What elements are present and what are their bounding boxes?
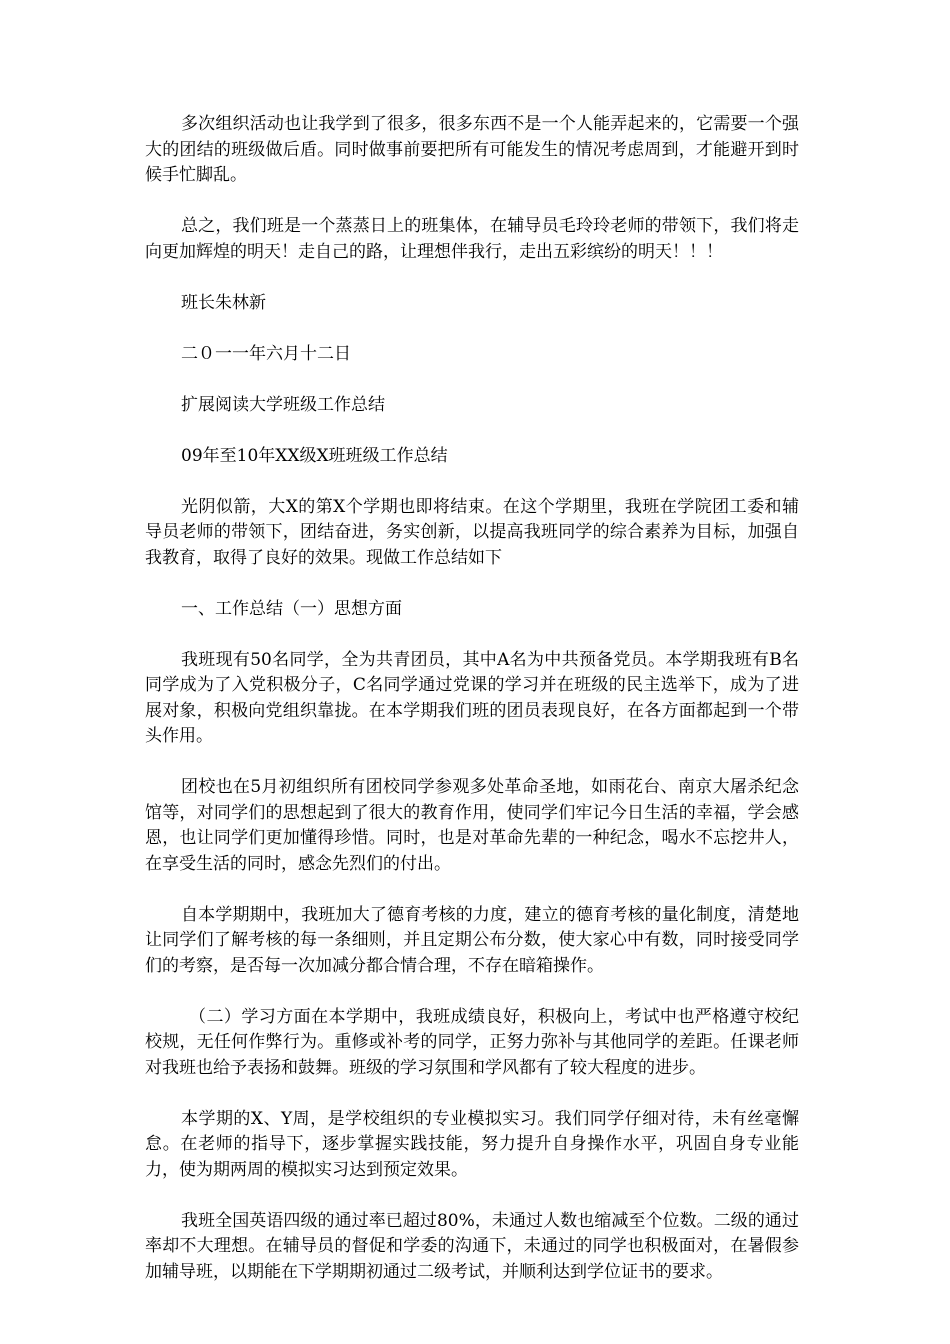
paragraph-intro: 光阴似箭，大X的第X个学期也即将结束。在这个学期里，我班在学院团工委和辅导员老师的带领下，团结奋进，务实创新，以提高我班同学的综合素养为目标，加强自我教育，取得了良好的效果。现做工作总结如下 xyxy=(145,496,799,568)
signature-monitor: 班长朱林新 xyxy=(181,292,266,313)
paragraph-moral-assessment: 自本学期期中，我班加大了德育考核的力度，建立的德育考核的量化制度，清楚地让同学们了解考核的每一条细则，并且定期公布分数，使大家心中有数，同时接受同学们的考察，是否每一次加减分都合情合理，不存在暗箱操作。 xyxy=(145,904,799,976)
paragraph-activities-reflection: 多次组织活动也让我学到了很多，很多东西不是一个人能弄起来的，它需要一个强大的团结的班级做后盾。同时做事前要把所有可能发生的情况考虑周到，才能避开到时候手忙脚乱。 xyxy=(145,114,799,185)
document-body xyxy=(145,112,799,1311)
paragraph-conclusion: 总之，我们班是一个蒸蒸日上的班集体，在辅导员毛玲玲老师的带领下，我们将走向更加辉煌的明天！走自己的路，让理想伴我行，走出五彩缤纷的明天！！！ xyxy=(145,216,799,262)
report-title: 09年至10年XX级X班班级工作总结 xyxy=(181,445,448,466)
paragraph-league-school-visit: 团校也在5月初组织所有团校同学参观多处革命圣地，如雨花台、南京大屠杀纪念馆等，对同学们的思想起到了很大的教育作用，使同学们牢记今日生活的幸福，学会感恩，也让同学们更加懂得珍惜。同时，也是对革命先辈的一种纪念，喝水不忘挖井人，在享受生活的同时，感念先烈们的付出。 xyxy=(145,777,799,874)
paragraph-internship: 本学期的X、Y周，是学校组织的专业模拟实习。我们同学仔细对待，未有丝毫懈怠。在老师的指导下，逐步掌握实践技能，努力提升自身操作水平，巩固自身专业能力，使为期两周的模拟实习达到预定效果。 xyxy=(145,1108,799,1180)
section-heading-extended-reading: 扩展阅读大学班级工作总结 xyxy=(181,394,385,415)
paragraph-party-members: 我班现有50名同学，全为共青团员，其中A名为中共预备党员。本学期我班有B名同学成为了入党积极分子，C名同学通过党课的学习并在班级的民主选举下，成为了进展对象，积极向党组织靠拢。在本学期我们班的团员表现良好，在各方面都起到一个带头作用。 xyxy=(145,649,799,746)
section-heading-ideology: 一、工作总结（一）思想方面 xyxy=(181,598,402,619)
document-date: 二０一一年六月十二日 xyxy=(181,343,351,364)
paragraph-english-exam: 我班全国英语四级的通过率已超过80%，未通过人数也缩减至个位数。二级的通过率却不大理想。在辅导员的督促和学委的沟通下，未通过的同学也积极面对，在暑假参加辅导班，以期能在下学期期初通过二级考试，并顺利达到学位证书的要求。 xyxy=(145,1210,799,1282)
paragraph-study-section: （二）学习方面在本学期中，我班成绩良好，积极向上，考试中也严格遵守校纪校规，无任何作弊行为。重修或补考的同学，正努力弥补与其他同学的差距。任课老师对我班也给予表扬和鼓舞。班级的学习氛围和学风都有了较大程度的进步。 xyxy=(145,1006,799,1078)
